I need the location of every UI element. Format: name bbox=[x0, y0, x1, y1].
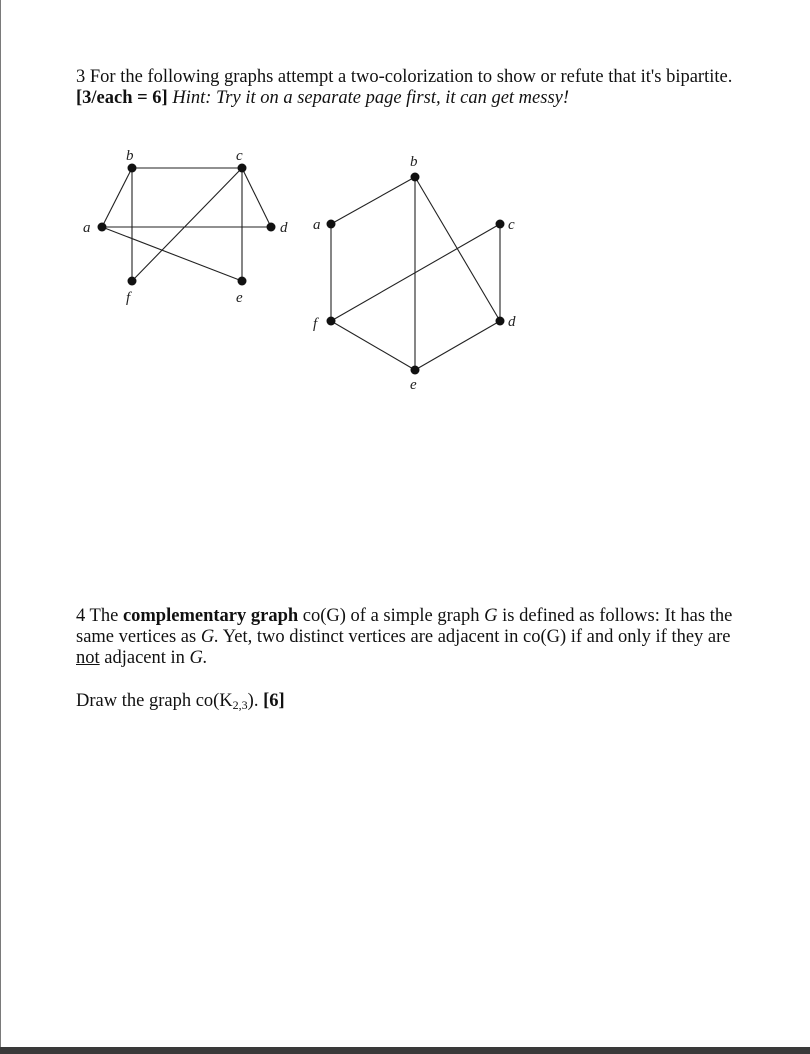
graph-1-label-e: e bbox=[236, 290, 243, 306]
question-4-draw-post: ). bbox=[247, 691, 259, 711]
question-3-hint: Hint: Try it on a separate page first, it can get messy! bbox=[172, 88, 570, 108]
graph-2-edge-a-b bbox=[331, 177, 415, 224]
graph-1-vertex-f bbox=[128, 277, 137, 286]
graph-1-label-b: b bbox=[126, 148, 134, 164]
graph-2-vertex-b bbox=[411, 173, 420, 182]
question-4-number: 4 bbox=[76, 606, 86, 626]
graph-2-edge-d-e bbox=[415, 321, 500, 370]
graph-1-label-a: a bbox=[83, 220, 91, 236]
question-4-term: complementary graph bbox=[122, 606, 299, 626]
question-3-number: 3 bbox=[76, 67, 86, 87]
question-4-draw-instruction bbox=[76, 691, 756, 716]
graph-2-label-e: e bbox=[410, 377, 417, 393]
question-4-text-pre: The bbox=[89, 606, 119, 626]
graph-2-label-c: c bbox=[508, 217, 515, 233]
graph-2-label-b: b bbox=[410, 154, 418, 170]
graph-2-label-f: f bbox=[313, 316, 318, 332]
graph-1-vertex-c bbox=[238, 164, 247, 173]
question-4-draw-subscript: 2,3 bbox=[232, 698, 248, 712]
question-4-draw-pre: Draw the graph co(K bbox=[76, 691, 233, 711]
question-4-text-mid2: is defined as follows: It has the same vertices as bbox=[76, 606, 733, 647]
graph-1-vertex-d bbox=[267, 223, 276, 232]
graph-1-label-c: c bbox=[236, 148, 243, 164]
graph-1-vertex-a bbox=[98, 223, 107, 232]
graph-2-vertex-d bbox=[496, 317, 505, 326]
question-4-var-g2: G. bbox=[200, 627, 219, 647]
graph-2-vertex-a bbox=[327, 220, 336, 229]
question-4-var-g3: G. bbox=[189, 648, 208, 668]
graph-1-edge-a-b bbox=[102, 168, 132, 227]
graph-1-label-f: f bbox=[126, 290, 131, 306]
question-3-text: For the following graphs attempt a two-colorization to show or refute that it's bipartite. bbox=[89, 67, 733, 87]
graph-1-vertex-b bbox=[128, 164, 137, 173]
question-4-not-word: not bbox=[76, 648, 100, 668]
question-4-text-mid1: co(G) of a simple graph bbox=[302, 606, 480, 626]
question-4 bbox=[76, 606, 756, 669]
question-4-var-g: G bbox=[484, 606, 498, 626]
question-3-points: [3/each = 6] bbox=[76, 88, 168, 108]
graph-2-label-a: a bbox=[313, 217, 321, 233]
graph-2-edge-e-f bbox=[331, 321, 415, 370]
question-4-text-end: adjacent in bbox=[104, 648, 185, 668]
graph-2-vertex-c bbox=[496, 220, 505, 229]
graph-1-edge-c-d bbox=[242, 168, 271, 227]
question-4-points: [6] bbox=[263, 691, 285, 711]
graph-1-edge-a-e bbox=[102, 227, 242, 281]
question-4-text-mid3: Yet, two distinct vertices are adjacent in co(G) if and only if they are bbox=[222, 627, 731, 647]
graph-2-vertex-f bbox=[327, 317, 336, 326]
graph-1-label-d: d bbox=[280, 220, 288, 236]
graph-1 bbox=[0, 0, 810, 400]
window-bottom-bar bbox=[0, 1047, 810, 1054]
graph-2-label-d: d bbox=[508, 314, 516, 330]
graph-2-vertex-e bbox=[411, 366, 420, 375]
graph-1-edge-c-f bbox=[132, 168, 242, 281]
graph-1-vertex-e bbox=[238, 277, 247, 286]
